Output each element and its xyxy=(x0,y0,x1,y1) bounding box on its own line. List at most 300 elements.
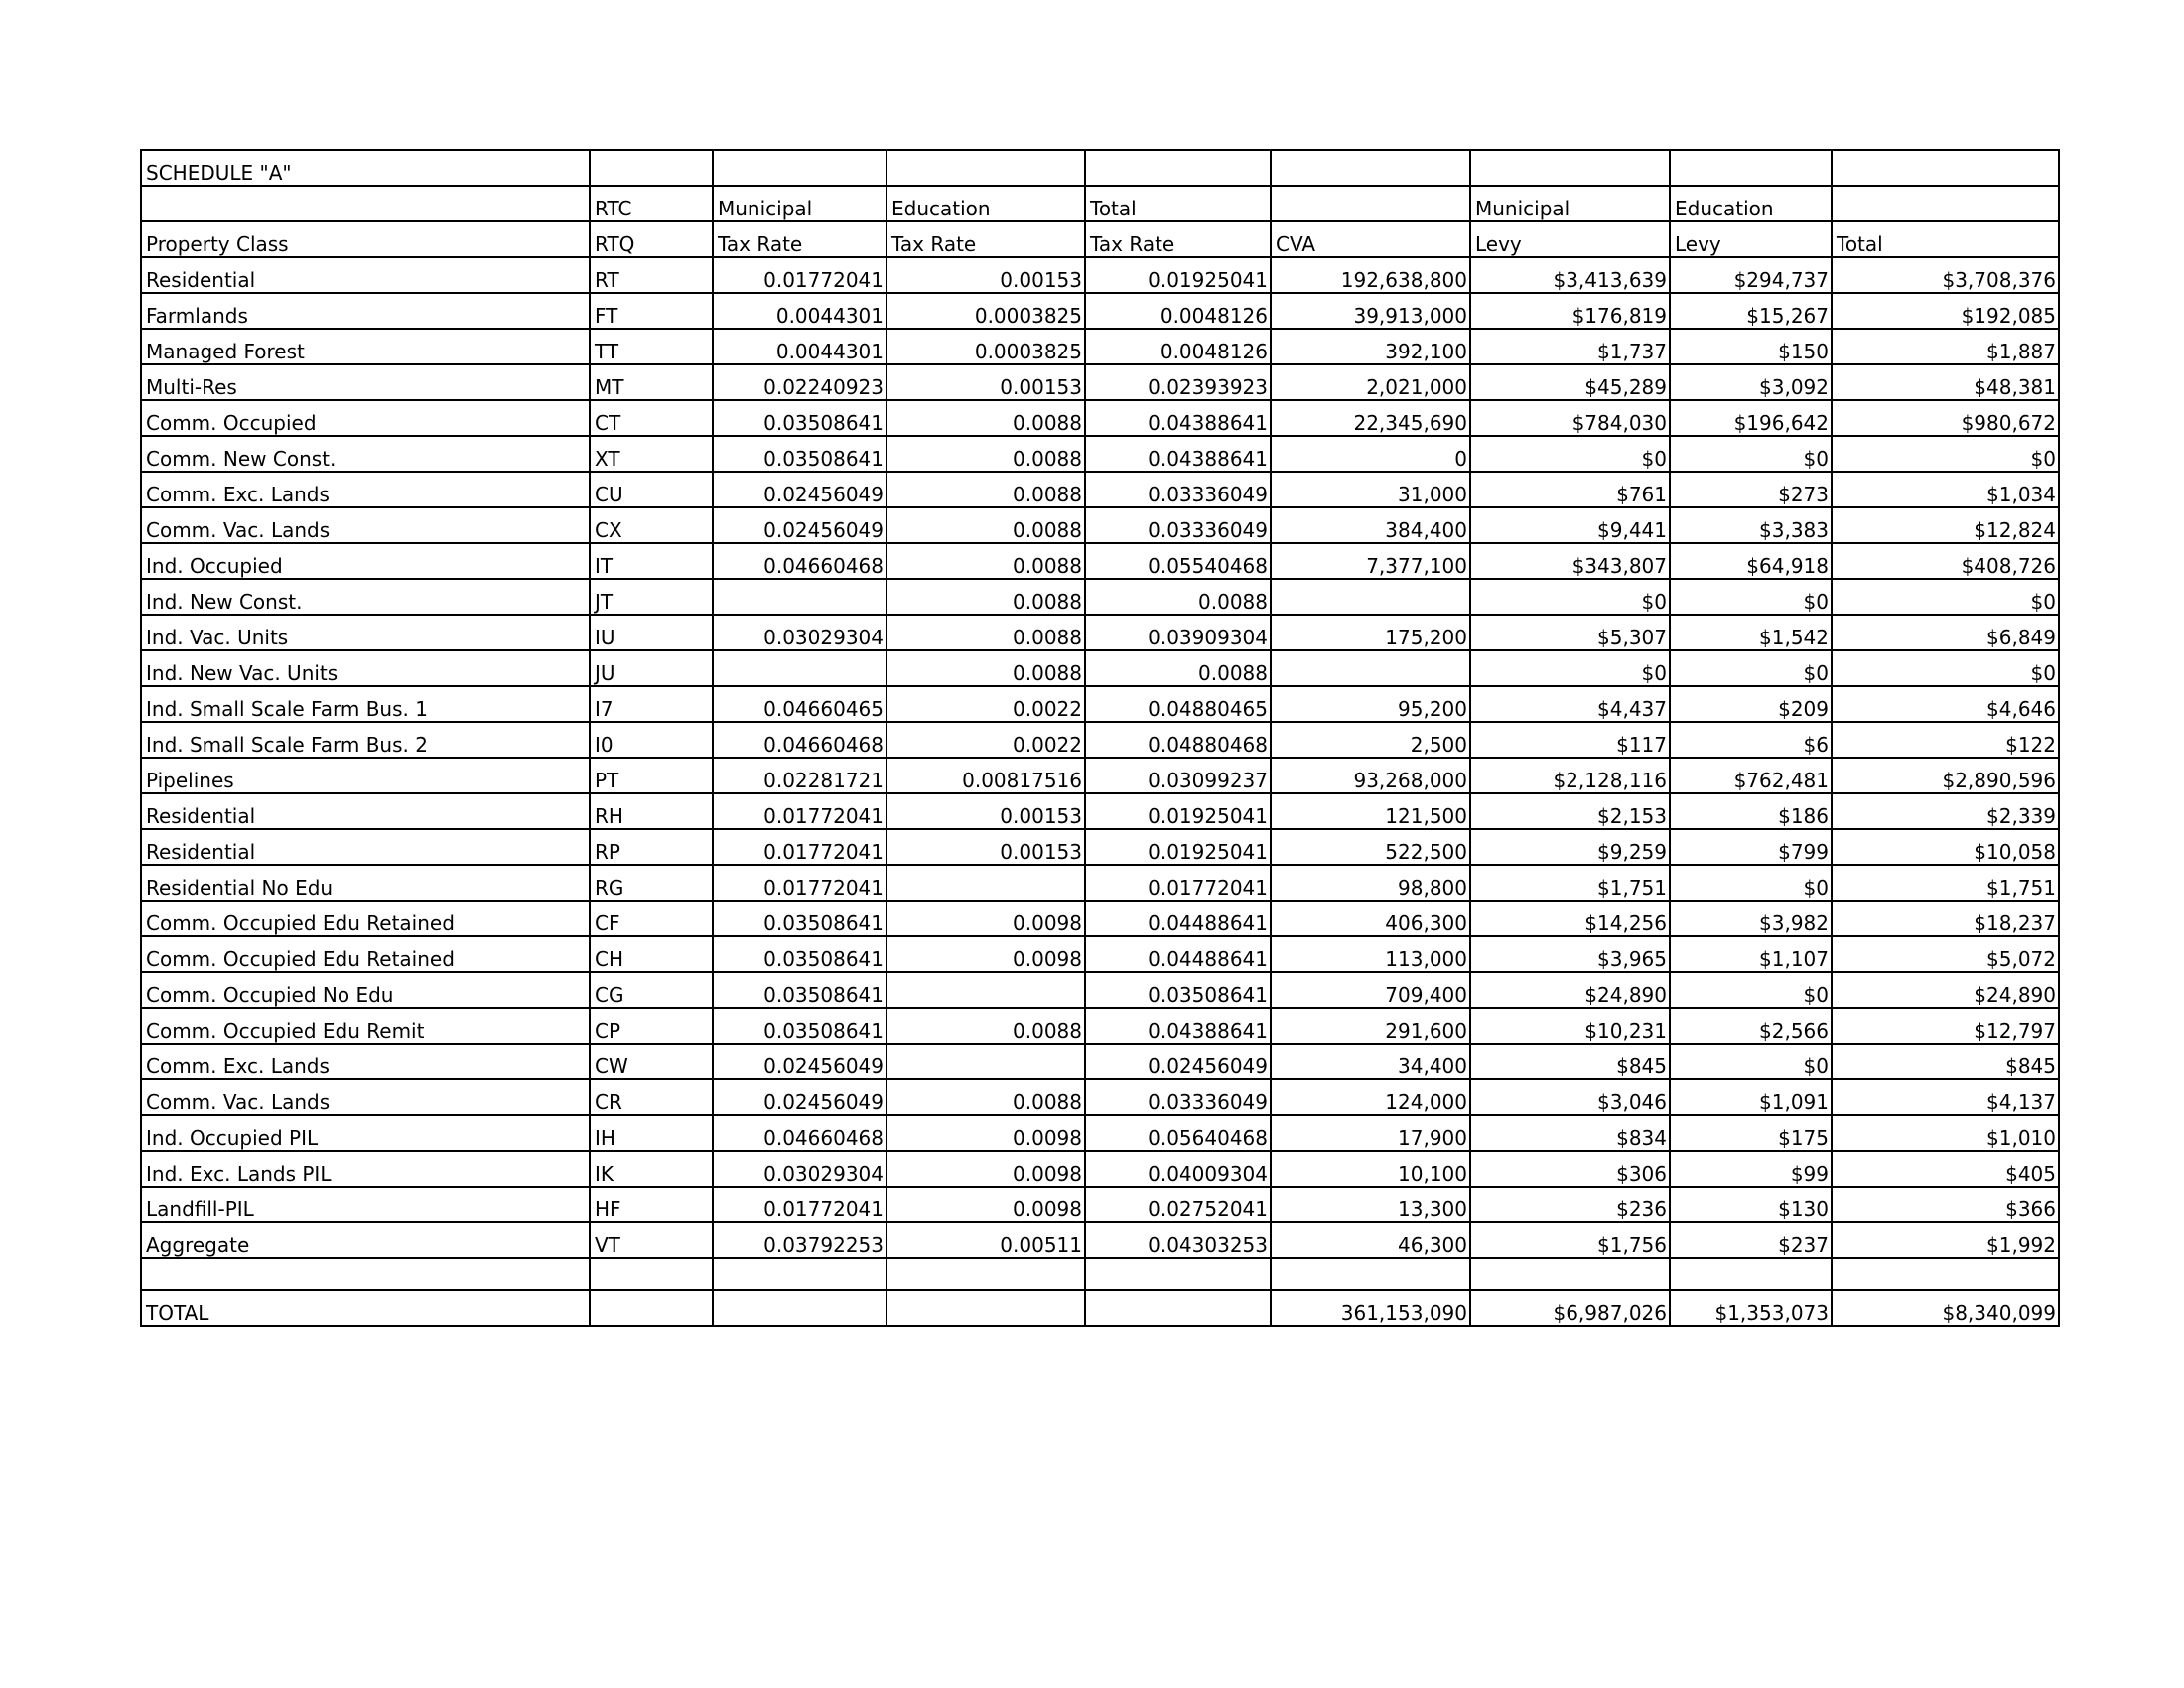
cell-total-rate: 0.04880468 xyxy=(1085,722,1271,758)
cell-cva: 2,021,000 xyxy=(1271,364,1470,400)
cell-municipal-levy: $1,737 xyxy=(1470,329,1670,364)
cell-total-rate: 0.01772041 xyxy=(1085,865,1271,901)
header-cell-tax-rate: Tax Rate xyxy=(1085,221,1271,257)
empty-cell xyxy=(1670,150,1832,186)
cell-total-levy: $12,797 xyxy=(1832,1008,2059,1044)
empty-cell xyxy=(1085,1258,1271,1290)
cell-total-levy: $6,849 xyxy=(1832,615,2059,650)
cell-property-class: Comm. Exc. Lands xyxy=(141,1044,590,1079)
cell-municipal-rate: 0.04660468 xyxy=(713,1115,887,1151)
cell-property-class: Residential No Edu xyxy=(141,865,590,901)
empty-cell xyxy=(1271,150,1470,186)
cell-total-levy: $3,708,376 xyxy=(1832,257,2059,293)
cell-cva: 95,200 xyxy=(1271,686,1470,722)
cell-municipal-rate: 0.01772041 xyxy=(713,829,887,865)
header-cell-education-levy: Education xyxy=(1670,186,1832,221)
cell-municipal-rate: 0.0044301 xyxy=(713,329,887,364)
cell-education-levy: $6 xyxy=(1670,722,1832,758)
table-row xyxy=(141,364,2059,400)
cell-total-levy: $122 xyxy=(1832,722,2059,758)
cell-rtc-code: TT xyxy=(590,329,713,364)
cell-municipal-rate: 0.02456049 xyxy=(713,1044,887,1079)
total-cell xyxy=(887,1290,1085,1326)
cell-education-levy: $64,918 xyxy=(1670,543,1832,579)
cell-total-rate: 0.02393923 xyxy=(1085,364,1271,400)
cell-municipal-rate: 0.01772041 xyxy=(713,257,887,293)
cell-education-levy: $0 xyxy=(1670,579,1832,615)
cell-municipal-rate: 0.03508641 xyxy=(713,400,887,436)
cell-cva: 522,500 xyxy=(1271,829,1470,865)
cell-municipal-rate: 0.04660465 xyxy=(713,686,887,722)
cell-municipal-levy: $845 xyxy=(1470,1044,1670,1079)
cell-property-class: Aggregate xyxy=(141,1222,590,1258)
table-row xyxy=(141,543,2059,579)
table-row xyxy=(141,829,2059,865)
cell-cva xyxy=(1271,650,1470,686)
cell-cva: 2,500 xyxy=(1271,722,1470,758)
cell-cva: 46,300 xyxy=(1271,1222,1470,1258)
header-cell-rtc: RTC xyxy=(590,186,713,221)
cell-rtc-code: IK xyxy=(590,1151,713,1187)
cell-education-levy: $0 xyxy=(1670,650,1832,686)
cell-cva: 709,400 xyxy=(1271,972,1470,1008)
header-cell-tax-rate: Tax Rate xyxy=(713,221,887,257)
cell-rtc-code: CF xyxy=(590,901,713,936)
cell-property-class: Comm. Exc. Lands xyxy=(141,472,590,507)
cell-education-rate: 0.0098 xyxy=(887,1187,1085,1222)
cell-education-rate: 0.0088 xyxy=(887,650,1085,686)
cell-rtc-code: CG xyxy=(590,972,713,1008)
cell-cva: 0 xyxy=(1271,436,1470,472)
cell-municipal-rate: 0.03029304 xyxy=(713,615,887,650)
cell-total-rate: 0.01925041 xyxy=(1085,793,1271,829)
cell-municipal-rate: 0.01772041 xyxy=(713,793,887,829)
cell-cva: 124,000 xyxy=(1271,1079,1470,1115)
cell-total-levy: $192,085 xyxy=(1832,293,2059,329)
header-cell-total: Total xyxy=(1832,221,2059,257)
cell-cva: 98,800 xyxy=(1271,865,1470,901)
cell-total-levy: $2,890,596 xyxy=(1832,758,2059,793)
cell-total-levy: $980,672 xyxy=(1832,400,2059,436)
cell-total-rate: 0.03336049 xyxy=(1085,472,1271,507)
cell-total-rate: 0.0048126 xyxy=(1085,293,1271,329)
empty-cell xyxy=(1832,1258,2059,1290)
cell-total-levy: $1,992 xyxy=(1832,1222,2059,1258)
cell-property-class: Multi-Res xyxy=(141,364,590,400)
cell-education-levy: $1,107 xyxy=(1670,936,1832,972)
cell-total-rate: 0.0048126 xyxy=(1085,329,1271,364)
cell-cva: 192,638,800 xyxy=(1271,257,1470,293)
cell-total-rate: 0.05540468 xyxy=(1085,543,1271,579)
cell-education-levy: $0 xyxy=(1670,1044,1832,1079)
empty-cell xyxy=(713,1258,887,1290)
cell-total-rate: 0.04488641 xyxy=(1085,936,1271,972)
cell-property-class: Ind. Small Scale Farm Bus. 1 xyxy=(141,686,590,722)
table-row xyxy=(141,579,2059,615)
total-education-levy: $1,353,073 xyxy=(1670,1290,1832,1326)
cell-total-rate: 0.03336049 xyxy=(1085,507,1271,543)
cell-municipal-rate: 0.04660468 xyxy=(713,722,887,758)
cell-cva xyxy=(1271,579,1470,615)
cell-rtc-code: CU xyxy=(590,472,713,507)
cell-total-levy: $845 xyxy=(1832,1044,2059,1079)
table-row xyxy=(141,686,2059,722)
cell-education-levy: $0 xyxy=(1670,865,1832,901)
empty-cell xyxy=(713,150,887,186)
cell-municipal-levy: $761 xyxy=(1470,472,1670,507)
cell-rtc-code: MT xyxy=(590,364,713,400)
cell-municipal-rate: 0.03508641 xyxy=(713,972,887,1008)
cell-property-class: Ind. New Const. xyxy=(141,579,590,615)
cell-total-levy: $24,890 xyxy=(1832,972,2059,1008)
cell-total-rate: 0.03508641 xyxy=(1085,972,1271,1008)
header-cell-rtq: RTQ xyxy=(590,221,713,257)
cell-total-levy: $408,726 xyxy=(1832,543,2059,579)
table-row xyxy=(141,1187,2059,1222)
cell-municipal-levy: $45,289 xyxy=(1470,364,1670,400)
empty-cell xyxy=(1832,150,2059,186)
cell-education-levy: $237 xyxy=(1670,1222,1832,1258)
cell-total-rate: 0.03099237 xyxy=(1085,758,1271,793)
cell-property-class: Pipelines xyxy=(141,758,590,793)
cell-education-levy: $196,642 xyxy=(1670,400,1832,436)
cell-municipal-rate: 0.03792253 xyxy=(713,1222,887,1258)
cell-education-rate: 0.00153 xyxy=(887,793,1085,829)
cell-municipal-rate: 0.02456049 xyxy=(713,472,887,507)
header-cell-education: Education xyxy=(887,186,1085,221)
cell-total-levy: $18,237 xyxy=(1832,901,2059,936)
cell-property-class: Comm. Occupied xyxy=(141,400,590,436)
table-row xyxy=(141,257,2059,293)
cell-municipal-levy: $24,890 xyxy=(1470,972,1670,1008)
cell-education-rate: 0.0003825 xyxy=(887,293,1085,329)
cell-education-levy: $3,982 xyxy=(1670,901,1832,936)
cell-property-class: Ind. Occupied xyxy=(141,543,590,579)
cell-municipal-rate: 0.02456049 xyxy=(713,1079,887,1115)
cell-cva: 384,400 xyxy=(1271,507,1470,543)
cell-education-levy: $1,542 xyxy=(1670,615,1832,650)
cell-municipal-rate: 0.0044301 xyxy=(713,293,887,329)
cell-municipal-levy: $14,256 xyxy=(1470,901,1670,936)
table-row xyxy=(141,1044,2059,1079)
cell-municipal-levy: $0 xyxy=(1470,579,1670,615)
cell-total-rate: 0.03336049 xyxy=(1085,1079,1271,1115)
cell-total-levy: $405 xyxy=(1832,1151,2059,1187)
cell-municipal-rate xyxy=(713,650,887,686)
cell-education-rate: 0.00153 xyxy=(887,364,1085,400)
table-row xyxy=(141,901,2059,936)
empty-cell xyxy=(1470,150,1670,186)
cell-property-class: Farmlands xyxy=(141,293,590,329)
header-cell-municipal: Municipal xyxy=(713,186,887,221)
cell-property-class: Comm. Vac. Lands xyxy=(141,1079,590,1115)
cell-rtc-code: RT xyxy=(590,257,713,293)
cell-municipal-rate: 0.03508641 xyxy=(713,901,887,936)
title-row xyxy=(141,150,2059,186)
cell-property-class: Comm. New Const. xyxy=(141,436,590,472)
cell-property-class: Comm. Occupied Edu Retained xyxy=(141,901,590,936)
total-row xyxy=(141,1290,2059,1326)
empty-cell xyxy=(141,1258,590,1290)
cell-education-rate: 0.0022 xyxy=(887,722,1085,758)
cell-total-rate: 0.0088 xyxy=(1085,650,1271,686)
cell-rtc-code: XT xyxy=(590,436,713,472)
cell-municipal-levy: $3,046 xyxy=(1470,1079,1670,1115)
header-cell xyxy=(1832,186,2059,221)
header-cell-levy: Levy xyxy=(1670,221,1832,257)
cell-education-rate: 0.00511 xyxy=(887,1222,1085,1258)
cell-property-class: Residential xyxy=(141,257,590,293)
cell-total-levy: $48,381 xyxy=(1832,364,2059,400)
cell-total-levy: $366 xyxy=(1832,1187,2059,1222)
table-row xyxy=(141,1222,2059,1258)
cell-total-levy: $12,824 xyxy=(1832,507,2059,543)
cell-education-levy: $3,383 xyxy=(1670,507,1832,543)
table-row xyxy=(141,1008,2059,1044)
cell-education-levy: $130 xyxy=(1670,1187,1832,1222)
cell-municipal-levy: $3,413,639 xyxy=(1470,257,1670,293)
cell-property-class: Comm. Occupied Edu Retained xyxy=(141,936,590,972)
cell-municipal-levy: $236 xyxy=(1470,1187,1670,1222)
table-row xyxy=(141,472,2059,507)
cell-property-class: Landfill-PIL xyxy=(141,1187,590,1222)
cell-municipal-rate: 0.04660468 xyxy=(713,543,887,579)
cell-cva: 10,100 xyxy=(1271,1151,1470,1187)
cell-education-levy: $186 xyxy=(1670,793,1832,829)
cell-total-levy: $5,072 xyxy=(1832,936,2059,972)
table-row xyxy=(141,1079,2059,1115)
cell-municipal-rate: 0.01772041 xyxy=(713,865,887,901)
empty-cell xyxy=(887,1258,1085,1290)
cell-education-rate: 0.00153 xyxy=(887,257,1085,293)
total-total: $8,340,099 xyxy=(1832,1290,2059,1326)
cell-total-levy: $0 xyxy=(1832,650,2059,686)
total-cell xyxy=(713,1290,887,1326)
cell-total-rate: 0.04488641 xyxy=(1085,901,1271,936)
cell-rtc-code: I0 xyxy=(590,722,713,758)
cell-education-rate: 0.0098 xyxy=(887,901,1085,936)
cell-municipal-levy: $3,965 xyxy=(1470,936,1670,972)
cell-cva: 93,268,000 xyxy=(1271,758,1470,793)
cell-total-rate: 0.01925041 xyxy=(1085,829,1271,865)
cell-cva: 13,300 xyxy=(1271,1187,1470,1222)
cell-education-rate xyxy=(887,972,1085,1008)
schedule-title: SCHEDULE "A" xyxy=(141,150,590,186)
cell-rtc-code: IT xyxy=(590,543,713,579)
header-cell xyxy=(1271,186,1470,221)
cell-total-rate: 0.04303253 xyxy=(1085,1222,1271,1258)
table-row xyxy=(141,436,2059,472)
cell-education-levy: $175 xyxy=(1670,1115,1832,1151)
cell-municipal-levy: $10,231 xyxy=(1470,1008,1670,1044)
cell-total-levy: $4,646 xyxy=(1832,686,2059,722)
cell-education-rate: 0.0003825 xyxy=(887,329,1085,364)
cell-municipal-levy: $117 xyxy=(1470,722,1670,758)
cell-cva: 291,600 xyxy=(1271,1008,1470,1044)
cell-cva: 175,200 xyxy=(1271,615,1470,650)
header-cell-municipal-levy: Municipal xyxy=(1470,186,1670,221)
cell-education-levy: $3,092 xyxy=(1670,364,1832,400)
cell-total-rate: 0.01925041 xyxy=(1085,257,1271,293)
cell-cva: 113,000 xyxy=(1271,936,1470,972)
empty-cell xyxy=(887,150,1085,186)
table-row xyxy=(141,758,2059,793)
cell-municipal-levy: $834 xyxy=(1470,1115,1670,1151)
cell-total-levy: $1,751 xyxy=(1832,865,2059,901)
cell-municipal-rate: 0.03508641 xyxy=(713,1008,887,1044)
header-cell-tax-rate: Tax Rate xyxy=(887,221,1085,257)
cell-education-rate: 0.0098 xyxy=(887,936,1085,972)
cell-cva: 17,900 xyxy=(1271,1115,1470,1151)
cell-education-rate: 0.0088 xyxy=(887,579,1085,615)
cell-rtc-code: CW xyxy=(590,1044,713,1079)
cell-property-class: Ind. Vac. Units xyxy=(141,615,590,650)
cell-education-levy: $0 xyxy=(1670,972,1832,1008)
cell-education-rate: 0.0088 xyxy=(887,1079,1085,1115)
cell-total-rate: 0.0088 xyxy=(1085,579,1271,615)
cell-municipal-levy: $1,756 xyxy=(1470,1222,1670,1258)
cell-education-levy: $0 xyxy=(1670,436,1832,472)
cell-property-class: Managed Forest xyxy=(141,329,590,364)
cell-municipal-levy: $2,128,116 xyxy=(1470,758,1670,793)
cell-property-class: Ind. New Vac. Units xyxy=(141,650,590,686)
total-cell xyxy=(1085,1290,1271,1326)
cell-total-levy: $1,034 xyxy=(1832,472,2059,507)
cell-property-class: Residential xyxy=(141,793,590,829)
cell-rtc-code: VT xyxy=(590,1222,713,1258)
cell-total-rate: 0.04009304 xyxy=(1085,1151,1271,1187)
header-cell-cva: CVA xyxy=(1271,221,1470,257)
cell-municipal-rate: 0.02240923 xyxy=(713,364,887,400)
cell-education-rate: 0.0088 xyxy=(887,1008,1085,1044)
cell-municipal-levy: $9,441 xyxy=(1470,507,1670,543)
cell-total-levy: $4,137 xyxy=(1832,1079,2059,1115)
cell-education-rate: 0.0088 xyxy=(887,615,1085,650)
cell-cva: 406,300 xyxy=(1271,901,1470,936)
cell-cva: 22,345,690 xyxy=(1271,400,1470,436)
cell-rtc-code: HF xyxy=(590,1187,713,1222)
table-row xyxy=(141,400,2059,436)
cell-education-rate: 0.0022 xyxy=(887,686,1085,722)
cell-municipal-levy: $9,259 xyxy=(1470,829,1670,865)
cell-education-levy: $1,091 xyxy=(1670,1079,1832,1115)
cell-rtc-code: RH xyxy=(590,793,713,829)
schedule-table xyxy=(140,149,2060,1327)
cell-property-class: Ind. Small Scale Farm Bus. 2 xyxy=(141,722,590,758)
empty-cell xyxy=(1085,150,1271,186)
cell-total-levy: $1,887 xyxy=(1832,329,2059,364)
empty-cell xyxy=(1670,1258,1832,1290)
cell-education-levy: $99 xyxy=(1670,1151,1832,1187)
cell-rtc-code: RP xyxy=(590,829,713,865)
cell-education-rate: 0.0088 xyxy=(887,507,1085,543)
cell-education-levy: $209 xyxy=(1670,686,1832,722)
cell-municipal-rate: 0.01772041 xyxy=(713,1187,887,1222)
cell-total-rate: 0.05640468 xyxy=(1085,1115,1271,1151)
cell-rtc-code: I7 xyxy=(590,686,713,722)
cell-rtc-code: RG xyxy=(590,865,713,901)
header-row-1 xyxy=(141,186,2059,221)
cell-rtc-code: CR xyxy=(590,1079,713,1115)
table-row xyxy=(141,329,2059,364)
cell-education-rate: 0.00817516 xyxy=(887,758,1085,793)
cell-total-levy: $0 xyxy=(1832,579,2059,615)
cell-education-levy: $762,481 xyxy=(1670,758,1832,793)
table-row xyxy=(141,865,2059,901)
cell-rtc-code: FT xyxy=(590,293,713,329)
cell-property-class: Ind. Occupied PIL xyxy=(141,1115,590,1151)
table-row xyxy=(141,936,2059,972)
cell-cva: 7,377,100 xyxy=(1271,543,1470,579)
cell-property-class: Comm. Occupied Edu Remit xyxy=(141,1008,590,1044)
spacer-row xyxy=(141,1258,2059,1290)
cell-cva: 31,000 xyxy=(1271,472,1470,507)
cell-rtc-code: CH xyxy=(590,936,713,972)
total-municipal-levy: $6,987,026 xyxy=(1470,1290,1670,1326)
header-cell-levy: Levy xyxy=(1470,221,1670,257)
header-cell-property-class: Property Class xyxy=(141,221,590,257)
cell-cva: 34,400 xyxy=(1271,1044,1470,1079)
table-row xyxy=(141,1115,2059,1151)
cell-education-levy: $2,566 xyxy=(1670,1008,1832,1044)
total-cell xyxy=(590,1290,713,1326)
cell-municipal-rate: 0.03508641 xyxy=(713,936,887,972)
cell-rtc-code: JT xyxy=(590,579,713,615)
cell-rtc-code: IH xyxy=(590,1115,713,1151)
cell-total-levy: $0 xyxy=(1832,436,2059,472)
cell-education-levy: $150 xyxy=(1670,329,1832,364)
cell-education-rate: 0.0088 xyxy=(887,436,1085,472)
cell-property-class: Comm. Vac. Lands xyxy=(141,507,590,543)
cell-rtc-code: IU xyxy=(590,615,713,650)
table-row xyxy=(141,507,2059,543)
cell-municipal-rate: 0.03508641 xyxy=(713,436,887,472)
cell-total-rate: 0.04880465 xyxy=(1085,686,1271,722)
header-row-2 xyxy=(141,221,2059,257)
table-row xyxy=(141,615,2059,650)
cell-rtc-code: JU xyxy=(590,650,713,686)
cell-property-class: Ind. Exc. Lands PIL xyxy=(141,1151,590,1187)
cell-rtc-code: CP xyxy=(590,1008,713,1044)
table-row xyxy=(141,722,2059,758)
cell-property-class: Comm. Occupied No Edu xyxy=(141,972,590,1008)
cell-total-levy: $10,058 xyxy=(1832,829,2059,865)
cell-property-class: Residential xyxy=(141,829,590,865)
cell-municipal-rate xyxy=(713,579,887,615)
cell-cva: 121,500 xyxy=(1271,793,1470,829)
cell-education-levy: $799 xyxy=(1670,829,1832,865)
cell-education-levy: $294,737 xyxy=(1670,257,1832,293)
cell-total-rate: 0.04388641 xyxy=(1085,1008,1271,1044)
empty-cell xyxy=(1271,1258,1470,1290)
cell-municipal-levy: $0 xyxy=(1470,650,1670,686)
cell-municipal-levy: $2,153 xyxy=(1470,793,1670,829)
total-label: TOTAL xyxy=(141,1290,590,1326)
cell-total-rate: 0.04388641 xyxy=(1085,400,1271,436)
cell-municipal-levy: $1,751 xyxy=(1470,865,1670,901)
cell-total-rate: 0.04388641 xyxy=(1085,436,1271,472)
cell-total-levy: $2,339 xyxy=(1832,793,2059,829)
cell-education-rate: 0.0098 xyxy=(887,1115,1085,1151)
table-row xyxy=(141,293,2059,329)
cell-municipal-levy: $0 xyxy=(1470,436,1670,472)
table-row xyxy=(141,650,2059,686)
table-row xyxy=(141,1151,2059,1187)
cell-rtc-code: PT xyxy=(590,758,713,793)
cell-municipal-rate: 0.02456049 xyxy=(713,507,887,543)
header-cell xyxy=(141,186,590,221)
cell-education-rate xyxy=(887,865,1085,901)
